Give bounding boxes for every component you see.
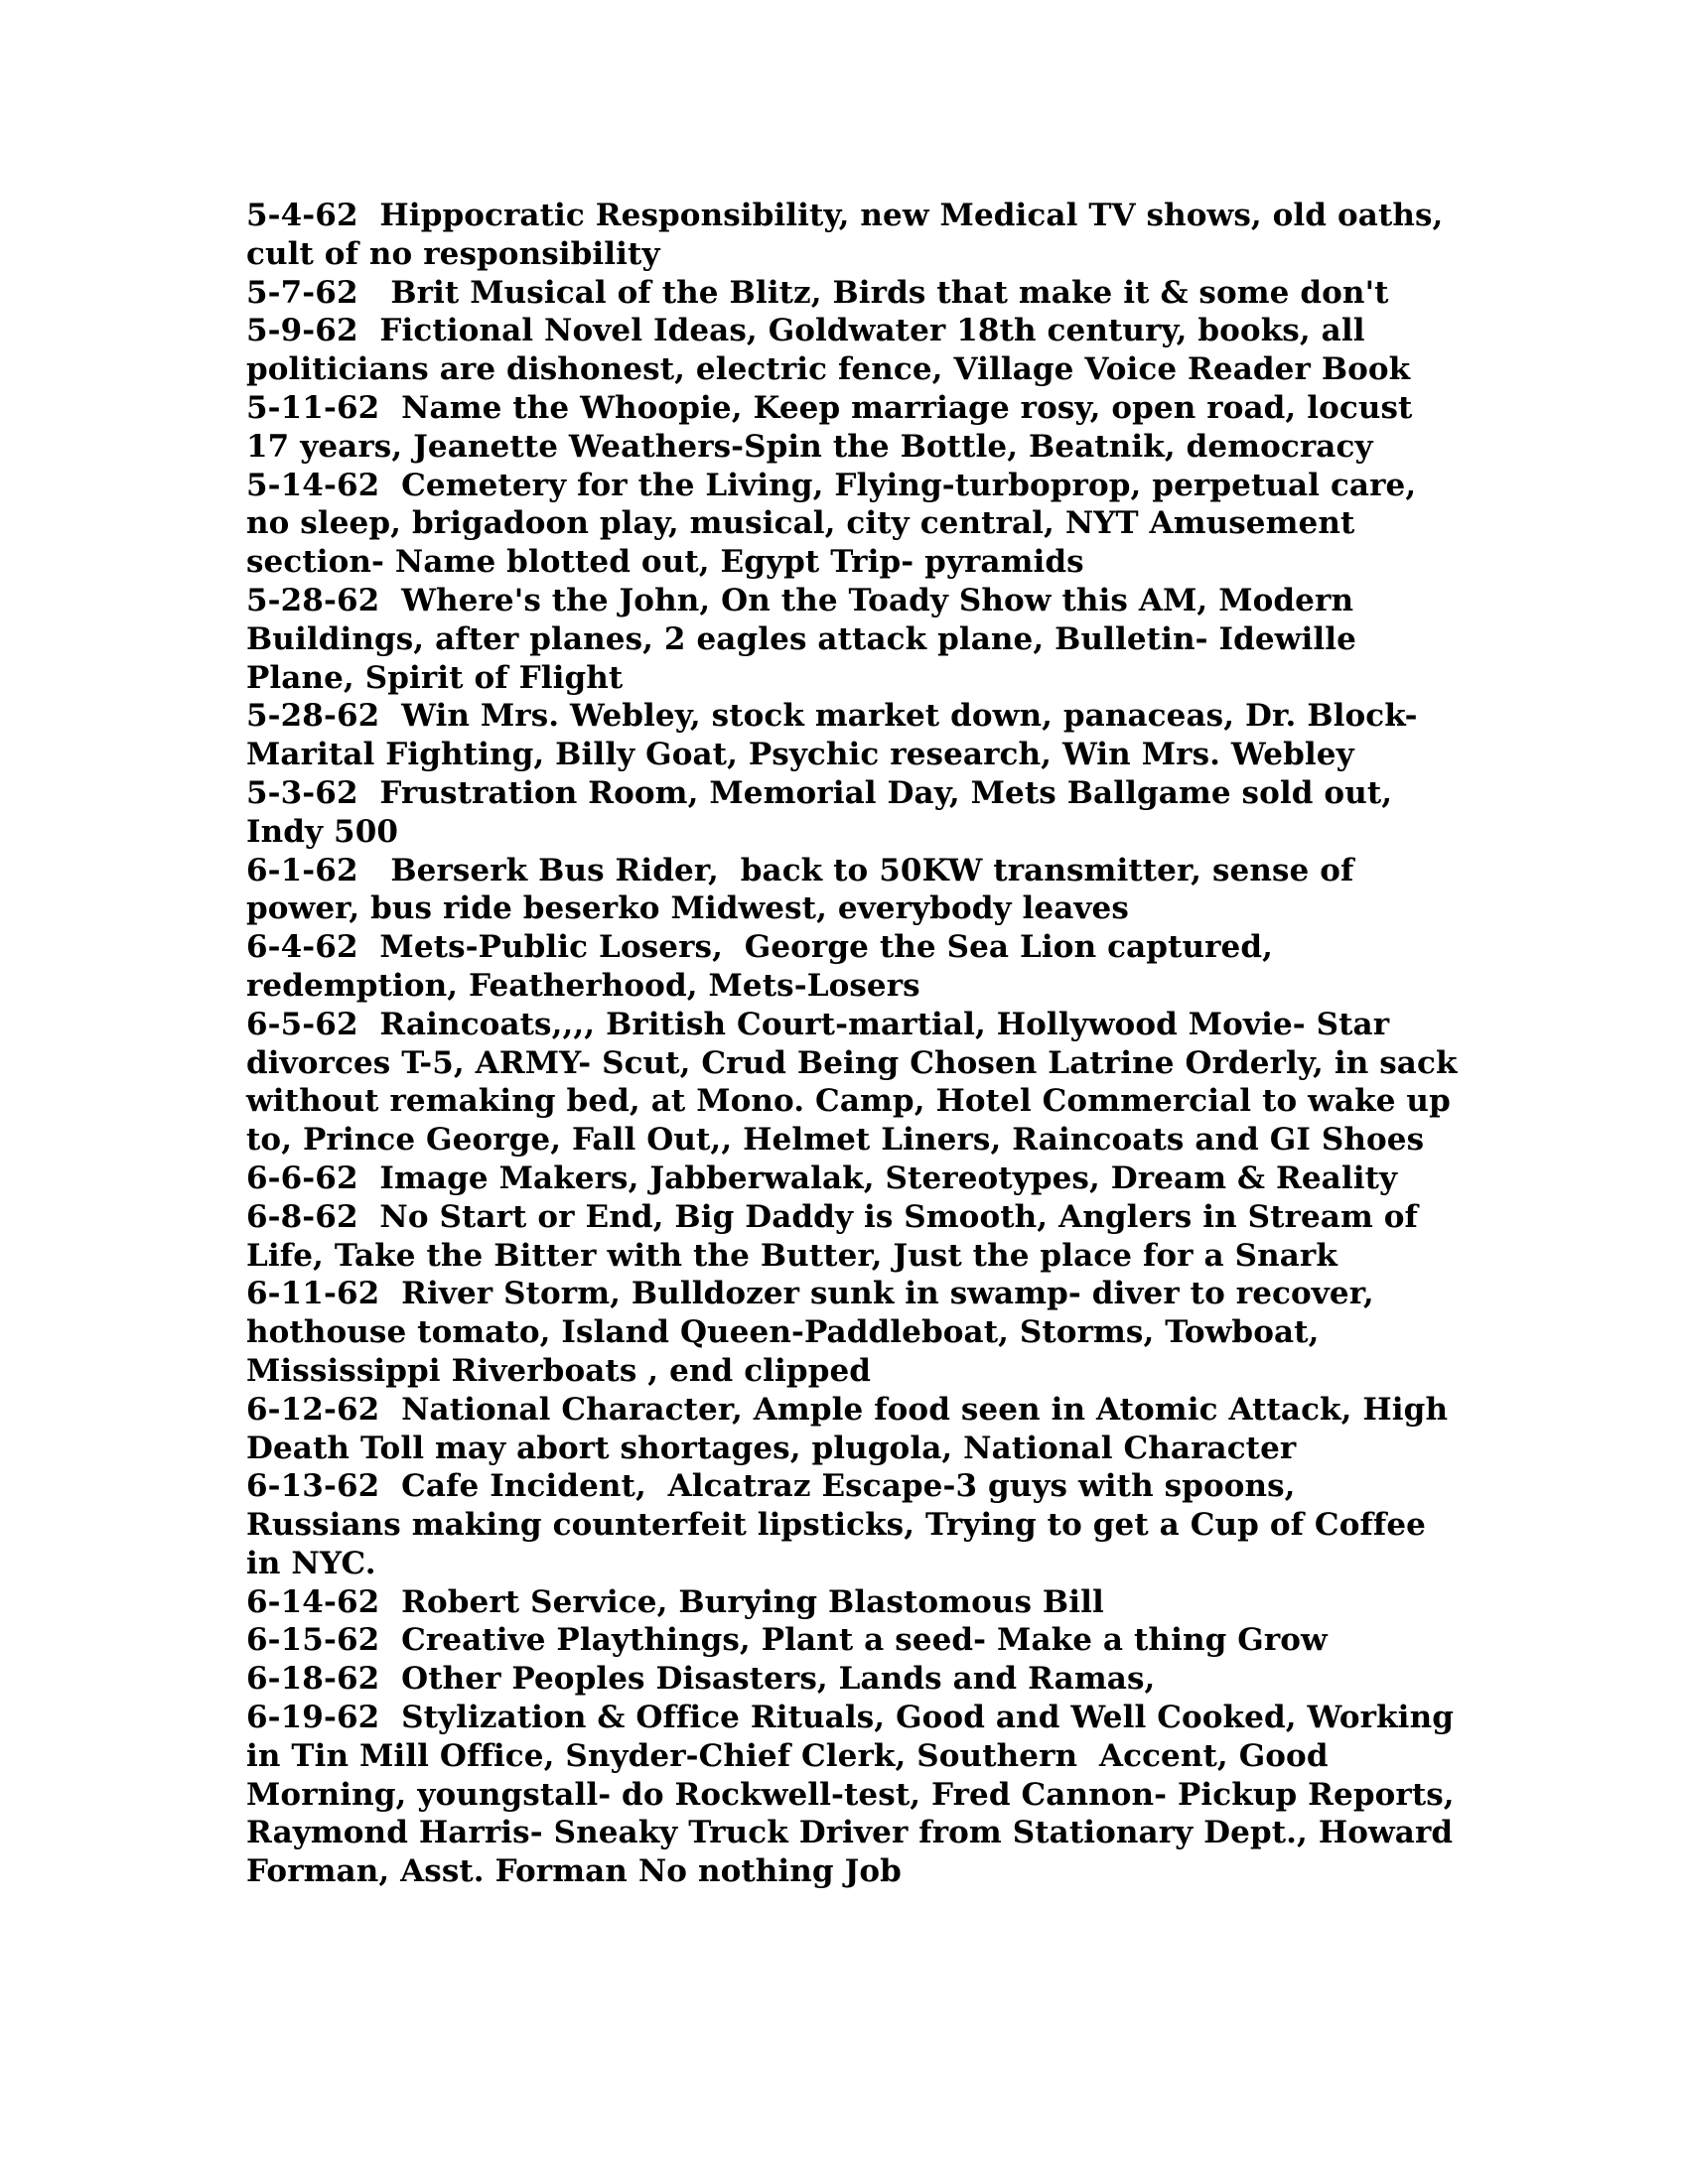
entry-text: Mets-Public Losers, George the Sea Lion captured, redemption, Featherhood, Mets-Losers: [246, 929, 1284, 1004]
entry-date: 6-1-62: [246, 852, 358, 888]
entry-text: Where's the John, On the Toady Show this AM, Modern Buildings, after planes, 2 eagles attack plane, Bulletin- Idewille Plane, Spirit of Flight: [246, 582, 1367, 696]
entry-text: Berserk Bus Rider, back to 50KW transmitter, sense of power, bus ride beserko Midwest, everybody leaves: [246, 852, 1365, 927]
entry-text: Image Makers, Jabberwalak, Stereotypes, Dream & Reality: [379, 1160, 1398, 1196]
entry-date: 6-11-62: [246, 1276, 380, 1312]
entry-date: 5-4-62: [246, 198, 358, 233]
entry-date: 6-12-62: [246, 1391, 380, 1428]
entry-text: No Start or End, Big Daddy is Smooth, Anglers in Stream of Life, Take the Bitter with the Butter, Just the place for a Snark: [246, 1198, 1429, 1274]
entry-date: 5-28-62: [246, 582, 380, 618]
entry: [246, 1621, 1458, 1660]
entry: [246, 1699, 1466, 1891]
entry: [246, 312, 1458, 389]
entry-date: 6-13-62: [246, 1468, 380, 1505]
entry: [246, 1006, 1469, 1160]
entry-date: 6-6-62: [246, 1160, 358, 1196]
entry-date: 6-14-62: [246, 1583, 380, 1620]
entry-text: Creative Playthings, Plant a seed- Make a thing Grow: [401, 1622, 1328, 1659]
entry-date: 5-3-62: [246, 774, 358, 811]
entry-date: 6-19-62: [246, 1700, 380, 1736]
entry-date: 5-11-62: [246, 389, 380, 426]
entry: [246, 697, 1458, 774]
entry-text: Robert Service, Burying Blastomous Bill: [401, 1583, 1104, 1620]
entry-text: Name the Whoopie, Keep marriage rosy, open road, locust 17 years, Jeanette Weathers-Spin the Bottle, Beatnik, democracy: [246, 389, 1424, 465]
entry: [246, 582, 1458, 697]
entry: [246, 774, 1458, 852]
entry-date: 5-28-62: [246, 698, 380, 735]
entry: [246, 1660, 1458, 1699]
entry-text: Hippocratic Responsibility, new Medical TV shows, old oaths, cult of no responsibility: [246, 198, 1455, 272]
entry-date: 5-14-62: [246, 467, 380, 503]
entry: [246, 467, 1458, 582]
entry: [246, 1160, 1458, 1198]
entry: [246, 1583, 1458, 1622]
entry-text: Win Mrs. Webley, stock market down, panaceas, Dr. Block-Marital Fighting, Billy Goat, Psychic research, Win Mrs. Webley: [246, 698, 1418, 773]
entry-date: 6-4-62: [246, 929, 358, 966]
entry-list: [246, 197, 1469, 1891]
entry-text: Brit Musical of the Blitz, Birds that make it & some don't: [379, 274, 1389, 311]
entry: [246, 1275, 1458, 1390]
entry-text: Cemetery for the Living, Flying-turboprop, perpetual care, no sleep, brigadoon play, musical, city central, NYT Amusement section- Name blotted out, Egypt Trip- pyramids: [246, 467, 1428, 581]
entry: [246, 389, 1458, 467]
entry-text: Fictional Novel Ideas, Goldwater 18th century, books, all politicians are dishonest, electric fence, Village Voice Reader Book: [246, 313, 1411, 388]
entry-date: 6-8-62: [246, 1198, 358, 1235]
entry: [246, 197, 1458, 274]
entry-text: Stylization & Office Rituals, Good and Well Cooked, Working in Tin Mill Office, Snyder-Chief Clerk, Southern Accent, Good Morning, youngstall- do Rockwell-test, Fred Cannon- Pickup Reports, Raymond Harris- Sneaky Truck Driver from Stationary Dept., Howard Forman, Asst. Forman No nothing Job: [246, 1700, 1466, 1890]
entry-date: 6-15-62: [246, 1622, 380, 1659]
entry-date: 6-5-62: [246, 1006, 358, 1042]
entry: [246, 274, 1458, 313]
entry-date: 6-18-62: [246, 1661, 380, 1698]
entry: [246, 1198, 1458, 1276]
entry-date: 5-9-62: [246, 313, 358, 349]
entry-date: 5-7-62: [246, 274, 358, 311]
entry: [246, 1467, 1458, 1582]
entry-text: Raincoats,,,, British Court-martial, Hollywood Movie- Star divorces T-5, ARMY- Scut, Crud Being Chosen Latrine Orderly, in sack without remaking bed, at Mono. Camp, Hotel Commercial to wake up to, Prince George, Fall Out,, Helmet Liners, Raincoats and GI Shoes: [246, 1006, 1469, 1159]
entry-text: Other Peoples Disasters, Lands and Ramas,: [401, 1661, 1156, 1698]
entry-text: Frustration Room, Memorial Day, Mets Ballgame sold out, Indy 500: [246, 774, 1404, 850]
entry: [246, 928, 1458, 1006]
entry-text: Cafe Incident, Alcatraz Escape-3 guys with spoons, Russians making counterfeit lipsticks, Trying to get a Cup of Coffee in NYC.: [246, 1468, 1437, 1581]
entry: [246, 852, 1458, 929]
entry-text: River Storm, Bulldozer sunk in swamp- diver to recover, hothouse tomato, Island Queen-Paddleboat, Storms, Towboat, Mississippi Riverboats , end clipped: [246, 1276, 1385, 1389]
entry-text: National Character, Ample food seen in Atomic Attack, High Death Toll may abort shortages, plugola, National Character: [246, 1391, 1460, 1466]
entry: [246, 1391, 1458, 1468]
